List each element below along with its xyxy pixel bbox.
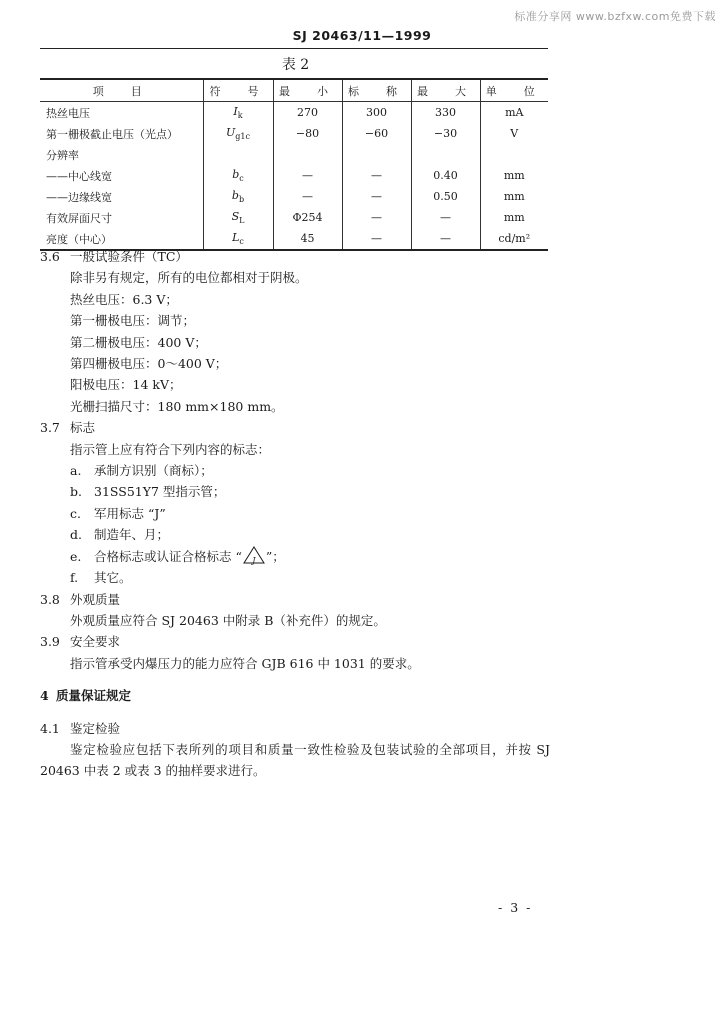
page-number: - 3 - — [498, 900, 533, 915]
cell-unit: mm — [480, 207, 548, 228]
list-letter: e. — [70, 548, 82, 564]
cell-symbol — [203, 186, 273, 207]
column-header-nominal: 标 称 — [342, 79, 411, 102]
cell-max: 0.40 — [411, 165, 480, 186]
list-item — [40, 567, 550, 588]
section-title: 标志 — [70, 420, 96, 436]
section-number: 3.6 — [40, 249, 60, 264]
list-text: 合格标志或认证合格标志 “ — [94, 548, 242, 564]
cell-nominal: — — [342, 228, 411, 250]
symbol-main: b — [231, 188, 239, 202]
list-text: 承制方识别（商标）； — [94, 463, 213, 479]
cell-max: — — [411, 228, 480, 250]
column-header-unit: 单 位 — [480, 79, 548, 102]
symbol-main: S — [231, 209, 240, 223]
paragraph-line: 鉴定检验应包括下表所列的项目和质量一致性检验及包装试验的全部项目，并按 SJ — [70, 741, 550, 757]
cell-item: ——中心线宽 — [40, 165, 203, 186]
list-text: 其它。 — [94, 570, 132, 586]
paragraph-line: 第一栅极电压：调节； — [70, 313, 196, 329]
section-title: 一般试验条件（TC） — [70, 249, 188, 264]
symbol-main: L — [232, 230, 240, 244]
cell-nominal: — — [342, 186, 411, 207]
cell-item: 热丝电压 — [40, 102, 203, 124]
symbol-main: I — [233, 104, 238, 118]
table-row — [40, 102, 548, 124]
cell-min: 45 — [273, 228, 342, 250]
cell-unit: V — [480, 123, 548, 144]
table-row — [40, 123, 548, 144]
column-header-item: 项 目 — [40, 79, 203, 102]
paragraph-line: 指示管承受内爆压力的能力应符合 GJB 616 中 1031 的要求。 — [70, 655, 420, 671]
cell-nominal — [342, 144, 411, 165]
symbol-subscript: k — [237, 111, 243, 121]
cell-nominal: −60 — [342, 123, 411, 144]
body-text — [40, 246, 550, 782]
paragraph-line: 第二栅极电压：400 V； — [70, 334, 207, 350]
cell-max: −30 — [411, 123, 480, 144]
symbol-subscript: c — [239, 174, 244, 184]
paragraph-line: 外观质量应符合 SJ 20463 中附录 B（补充件）的规定。 — [70, 612, 386, 628]
list-text: 31SS51Y7 型指示管； — [94, 484, 226, 500]
cell-symbol — [203, 165, 273, 186]
table-row — [40, 186, 548, 207]
cell-unit: mm — [480, 165, 548, 186]
list-item — [40, 460, 550, 481]
cell-unit: mm — [480, 186, 548, 207]
column-header-symbol: 符 号 — [203, 79, 273, 102]
cell-max: 330 — [411, 102, 480, 124]
cell-symbol — [203, 207, 273, 228]
cell-item: 有效屏面尺寸 — [40, 207, 203, 228]
paragraph-line: 热丝电压：6.3 V； — [70, 291, 178, 307]
table-header-row — [40, 79, 548, 102]
list-item — [40, 503, 550, 524]
cell-max: 0.50 — [411, 186, 480, 207]
cell-min: 270 — [273, 102, 342, 124]
section-title: 鉴定检验 — [70, 720, 121, 736]
list-letter: d. — [70, 527, 82, 543]
section-title: 质量保证规定 — [56, 688, 132, 704]
spec-table — [40, 78, 548, 251]
symbol-main: b — [232, 167, 240, 181]
symbol-subscript: b — [238, 195, 245, 205]
cell-min: — — [273, 186, 342, 207]
cell-unit — [480, 144, 548, 165]
paragraph-line: 光栅扫描尺寸：180 mm×180 mm。 — [70, 398, 284, 414]
section-4-heading — [40, 685, 550, 706]
cell-min: −80 — [273, 123, 342, 144]
section-number: 4.1 — [40, 720, 60, 736]
section-3-8-heading — [40, 589, 550, 610]
paragraph-line: 阳极电压：14 kV； — [70, 377, 182, 393]
section-3-7-heading — [40, 417, 550, 438]
cell-item: 第一栅极截止电压（光点） — [40, 123, 203, 144]
symbol-subscript: g1c — [235, 132, 250, 142]
cell-symbol — [203, 144, 273, 165]
cell-nominal: — — [342, 207, 411, 228]
section-number: 3.7 — [40, 420, 60, 436]
list-letter: c. — [70, 505, 81, 521]
list-letter: f. — [70, 570, 79, 586]
table-row — [40, 207, 548, 228]
table-row — [40, 165, 548, 186]
paragraph-line: 指示管上应有符合下列内容的标志： — [70, 441, 271, 457]
cell-item: 亮度（中心） — [40, 228, 203, 250]
cell-nominal: 300 — [342, 102, 411, 124]
list-letter: b. — [70, 484, 82, 500]
cell-max — [411, 144, 480, 165]
cell-min: — — [273, 165, 342, 186]
section-number: 3.9 — [40, 634, 60, 650]
certification-mark-icon — [243, 546, 265, 564]
section-number: 3.8 — [40, 591, 60, 607]
section-4-1-heading — [40, 718, 550, 739]
cell-nominal: — — [342, 165, 411, 186]
column-header-min: 最 小 — [273, 79, 342, 102]
table-row — [40, 144, 548, 165]
cell-min — [273, 144, 342, 165]
cell-item: 分辨率 — [40, 144, 203, 165]
cell-symbol — [203, 102, 273, 124]
cell-max: — — [411, 207, 480, 228]
cell-unit: mA — [480, 102, 548, 124]
symbol-subscript: c — [239, 237, 244, 247]
section-3-9-heading — [40, 631, 550, 652]
cell-unit: cd/m² — [480, 228, 548, 250]
symbol-main: U — [226, 125, 236, 139]
symbol-subscript: L — [239, 216, 245, 226]
list-item — [40, 524, 550, 545]
cell-item: ——边缘线宽 — [40, 186, 203, 207]
header-divider — [40, 48, 548, 49]
column-header-max: 最 大 — [411, 79, 480, 102]
cell-min: Φ254 — [273, 207, 342, 228]
section-title: 安全要求 — [70, 634, 121, 650]
list-item — [40, 546, 550, 567]
paragraph-line: 除非另有规定，所有的电位都相对于阴极。 — [70, 270, 308, 286]
document-id-header: SJ 20463/11—1999 — [292, 28, 432, 43]
list-text: 制造年、月； — [94, 527, 170, 543]
paragraph-line: 20463 中表 2 或表 3 的抽样要求进行。 — [40, 763, 266, 779]
certification-mark-letter: J — [252, 555, 256, 565]
list-letter: a. — [70, 463, 82, 479]
paragraph-line: 第四栅极电压：0～400 V； — [70, 356, 228, 372]
section-number: 4 — [40, 688, 49, 704]
section-3-6-heading — [40, 246, 550, 267]
watermark-text: 标准分享网 www.bzfxw.com免费下载 — [514, 10, 716, 23]
section-title: 外观质量 — [70, 591, 121, 607]
list-text-end: ”； — [265, 548, 285, 564]
cell-symbol — [203, 123, 273, 144]
table-title: 表 2 — [281, 57, 310, 73]
list-text: 军用标志 “J” — [94, 505, 166, 521]
list-item — [40, 481, 550, 502]
